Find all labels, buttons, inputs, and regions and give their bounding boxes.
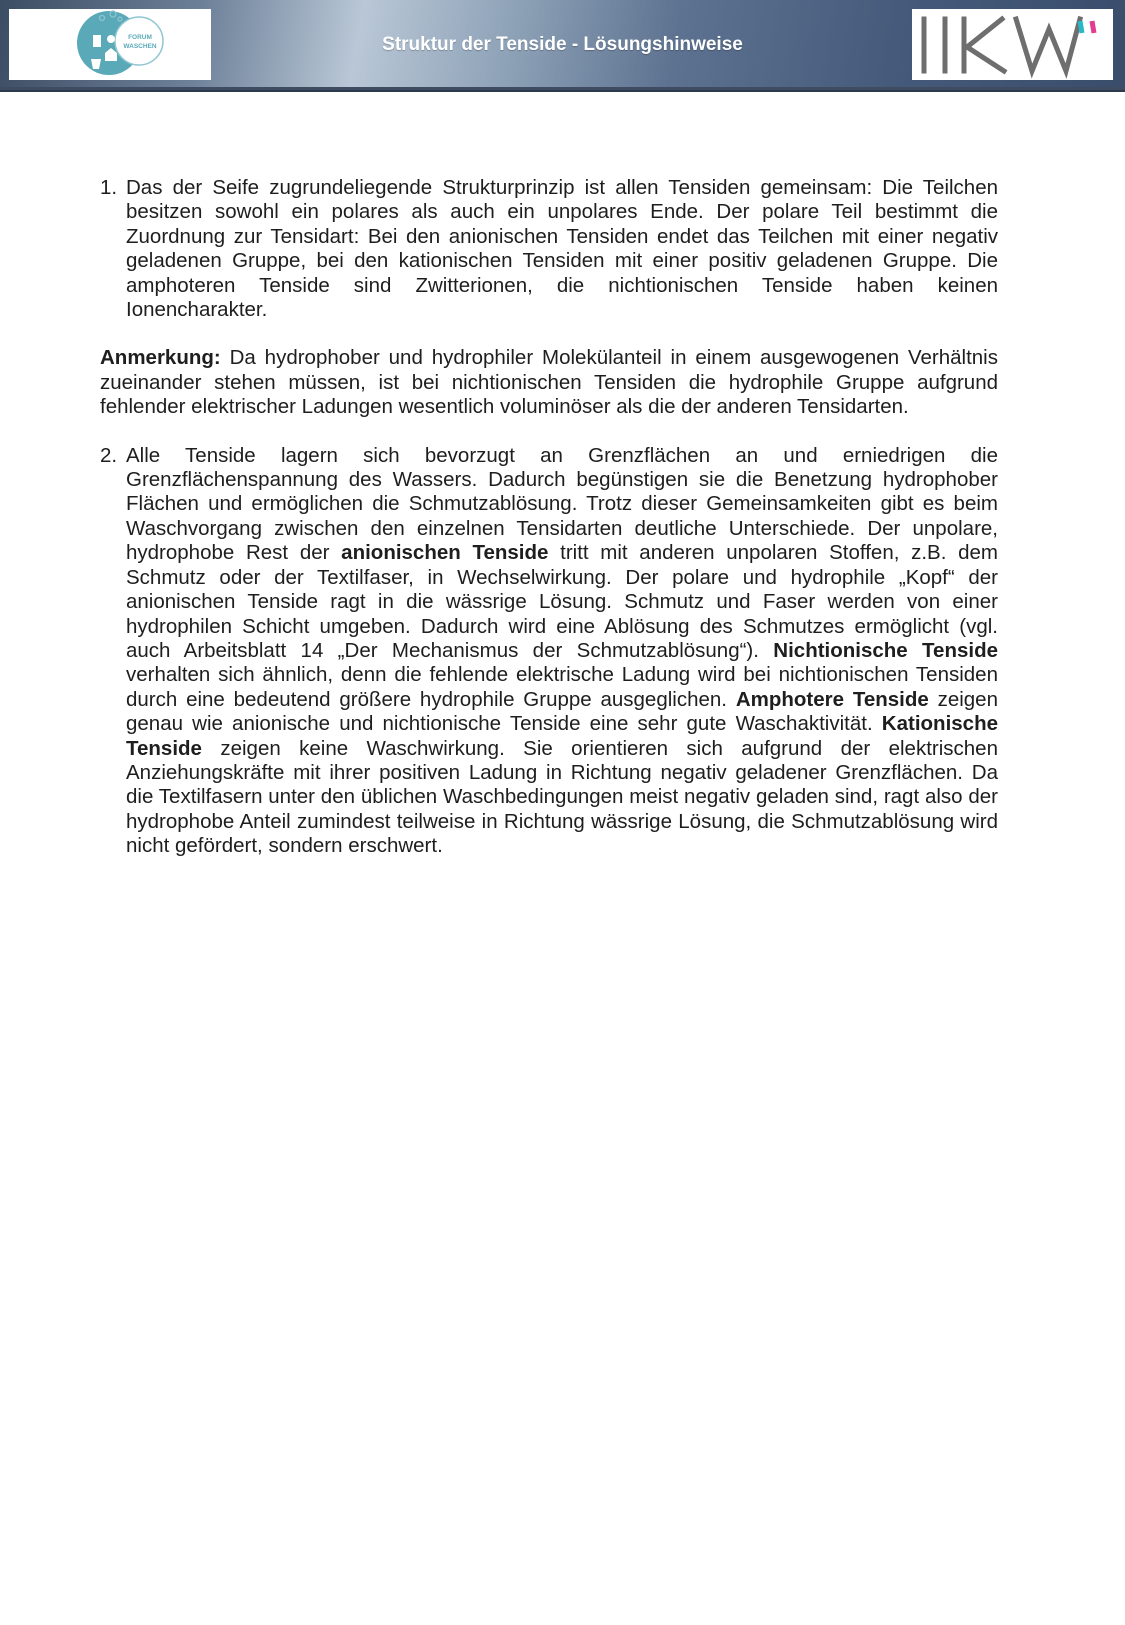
list-number: 1. [100,176,118,199]
remark-label: Anmerkung: [100,346,221,370]
bold-term: Kationische Tenside [126,712,998,760]
list-text [126,444,998,859]
bold-term: Amphotere Tenside [735,687,929,711]
text-segment: zeigen genau wie anionische und nichtionische Tenside eine sehr gute Waschaktivität. [126,687,998,736]
text-segment: zeigen keine Waschwirkung. Sie orientieren sich aufgrund der elektrischen Anziehungskräfte mit ihrer positiven Ladung in Richtung negativ geladener Grenzflächen. Da die Textilfasern unter den üblichen Waschbedingungen meist negativ geladen sind, ragt also der hydrophobe Anteil zumindest teilweise in Richtung wässrige Lösung, die Schmutzablösung wird nicht gefördert, sondern erschwert. [126,736,998,858]
list-item-2 [100,444,998,859]
document-body [100,176,998,859]
page-header [0,0,1125,92]
bold-term: Nichtionische Tenside [773,638,998,662]
svg-text:FORUM: FORUM [128,34,152,41]
svg-text:WASCHEN: WASCHEN [123,43,157,50]
text-segment: Alle Tenside lagern sich bevorzugt an Grenzflächen an und erniedrigen die Grenzflächenspannung des Wassers. Dadurch begünstigen sie die Benetzung hydrophober Flächen und ermöglichen die Schmutzablösung. Trotz dieser Gemeinsamkeiten gibt es beim Waschvorgang zwischen den einzelnen Tensidarten deutliche Unterschiede. Der unpolare, hydrophobe Rest der [126,443,998,565]
remark-paragraph [100,346,998,419]
ikw-icon [912,9,1113,80]
page-title: Struktur der Tenside - Lösungshinweise [382,34,743,55]
list-item-1 [100,176,998,322]
list-text: Das der Seife zugrundeliegende Strukturprinzip ist allen Tensiden gemeinsam: Die Teilchen besitzen sowohl ein polares als auch ein unpolares Ende. Der polare Teil bestimmt die Zuordnung zur Tensidart: Bei den anionischen Tensiden endet das Teilchen mit einer negativ geladenen Gruppe, bei den kationischen Tensiden mit einer positiv geladenen Gruppe. Die amphoteren Tenside sind Zwitterionen, die nichtionischen Tenside haben keinen Ionencharakter. [126,176,998,322]
text-segment: verhalten sich ähnlich, denn die fehlende elektrische Ladung wird bei nichtionischen Tensiden durch eine bedeutend größere hydrophile Gruppe ausgeglichen. [126,663,998,711]
list-number: 2. [100,443,118,467]
bold-term: anionischen Tenside [341,541,549,565]
text-segment: tritt mit anderen unpolaren Stoffen, z.B. dem Schmutz oder der Textilfaser, in Wechselwirkung. Der polare und hydrophile „Kopf“ der anionischen Tenside ragt in die wässrige Lösung. Schmutz und Faser werden von einer hydrophilen Schicht umgeben. Dadurch wird eine Ablösung des Schmutzes ermöglicht (vgl. auch Arbeitsblatt 14 „Der Mechanismus der Schmutzablösung“). [126,541,998,662]
remark-text: Da hydrophober und hydrophiler Molekülanteil in einem ausgewogenen Verhältnis zueinander stehen müssen, ist bei nichtionischen Tensiden die hydrophile Gruppe aufgrund fehlender elektrischer Ladungen wesentlich voluminöser als die der anderen Tensidarten. [100,346,998,419]
ikw-logo [912,9,1113,80]
